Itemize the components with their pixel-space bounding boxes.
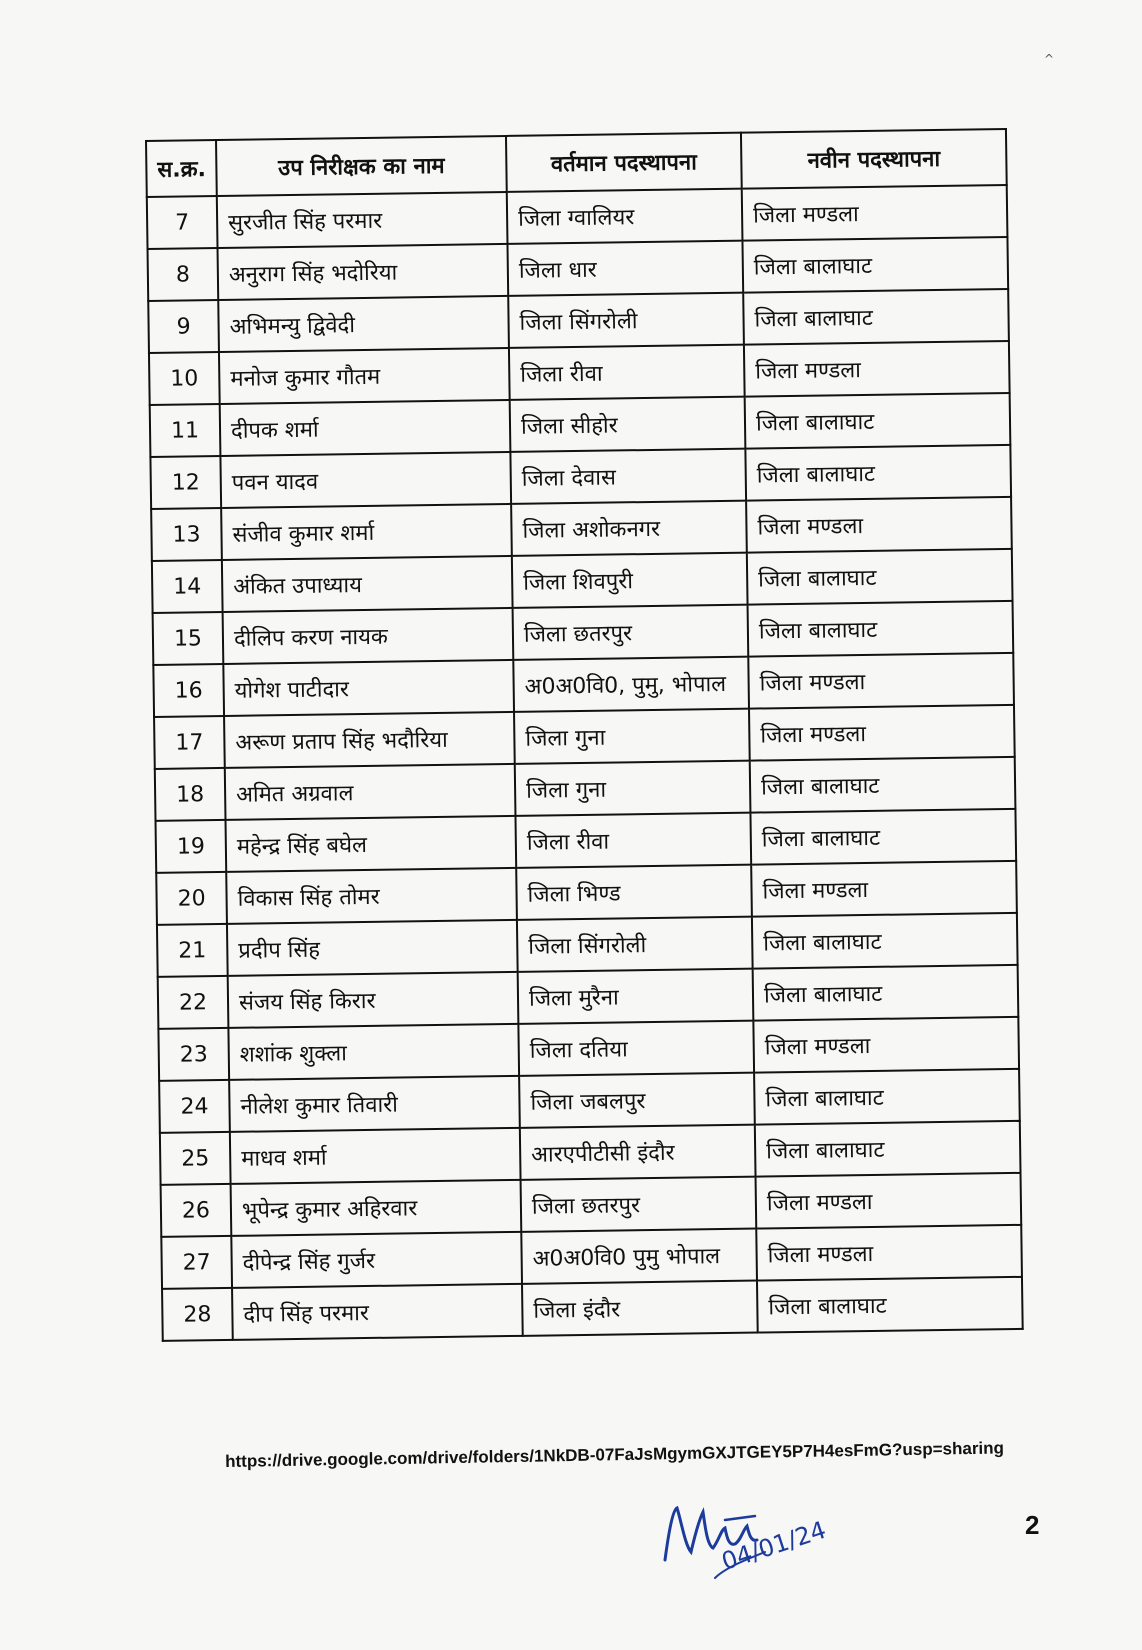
cell-sno: 16	[153, 664, 224, 717]
cell-current-posting: जिला सिंगरोली	[508, 293, 744, 348]
cell-name: अनुराग सिंह भदोरिया	[218, 244, 509, 300]
cell-current-posting: जिला इंदौर	[522, 1281, 758, 1336]
cell-name: दीपेन्द्र सिंह गुर्जर	[231, 1232, 522, 1288]
cell-current-posting: जिला भिण्ड	[516, 865, 752, 920]
cell-name: संजय सिंह किरार	[228, 972, 519, 1028]
cell-name: दीपक शर्मा	[220, 400, 511, 456]
cell-name: अभिमन्यु द्विवेदी	[218, 296, 509, 352]
cell-name: प्रदीप सिंह	[227, 920, 518, 976]
cell-current-posting: जिला अशोकनगर	[511, 501, 747, 556]
cell-new-posting: जिला मण्डला	[742, 185, 1008, 241]
svg-text:04/01/24: 04/01/24	[718, 1515, 830, 1576]
cell-new-posting: जिला बालाघाट	[745, 445, 1011, 501]
cell-current-posting: जिला देवास	[510, 449, 746, 504]
cell-name: महेन्द्र सिंह बघेल	[226, 816, 517, 872]
transfer-table-container	[145, 128, 1022, 1342]
cell-current-posting: जिला सीहोर	[510, 397, 746, 452]
cell-new-posting: जिला मण्डला	[751, 861, 1017, 917]
cell-sno: 13	[151, 508, 222, 561]
header-sno: स.क्र.	[146, 140, 217, 197]
cell-name: संजीव कुमार शर्मा	[221, 504, 512, 560]
cell-sno: 17	[154, 716, 225, 769]
cell-current-posting: अ0अ0वि0 पुमु भोपाल	[521, 1229, 757, 1284]
header-new-posting: नवीन पदस्थापना	[741, 129, 1007, 189]
cell-current-posting: जिला ग्वालियर	[507, 189, 743, 244]
cell-sno: 18	[155, 768, 226, 821]
cell-sno: 8	[148, 248, 219, 301]
cell-new-posting: जिला मण्डला	[756, 1225, 1022, 1281]
cell-sno: 27	[161, 1236, 232, 1289]
cell-sno: 25	[160, 1132, 231, 1185]
cell-current-posting: जिला जबलपुर	[519, 1073, 755, 1128]
cell-sno: 14	[152, 560, 223, 613]
cell-current-posting: आरएपीटीसी इंदौर	[520, 1125, 756, 1180]
cell-sno: 11	[150, 404, 221, 457]
cell-sno: 10	[149, 352, 220, 405]
cell-sno: 12	[150, 456, 221, 509]
cell-new-posting: जिला बालाघाट	[748, 601, 1014, 657]
cell-new-posting: जिला बालाघाट	[750, 757, 1016, 813]
cell-new-posting: जिला बालाघाट	[743, 289, 1009, 345]
cell-name: माधव शर्मा	[230, 1128, 521, 1184]
cell-new-posting: जिला बालाघाट	[742, 237, 1008, 293]
cell-sno: 23	[158, 1028, 229, 1081]
cell-name: अमित अग्रवाल	[225, 764, 516, 820]
cell-new-posting: जिला मण्डला	[746, 497, 1012, 553]
cell-current-posting: जिला सिंगरोली	[517, 917, 753, 972]
cell-sno: 20	[156, 872, 227, 925]
cell-sno: 15	[153, 612, 224, 665]
cell-sno: 9	[148, 300, 219, 353]
cell-name: पवन यादव	[220, 452, 511, 508]
cell-new-posting: जिला मण्डला	[744, 341, 1010, 397]
cell-name: नीलेश कुमार तिवारी	[229, 1076, 520, 1132]
handwritten-signature	[655, 1490, 855, 1580]
transfer-table	[145, 128, 1024, 1342]
cell-name: अरूण प्रताप सिंह भदौरिया	[224, 712, 515, 768]
cell-current-posting: जिला छतरपुर	[513, 605, 749, 660]
cell-sno: 24	[159, 1080, 230, 1133]
cell-sno: 7	[147, 196, 218, 249]
cell-sno: 26	[161, 1184, 232, 1237]
cell-name: दीलिप करण नायक	[223, 608, 514, 664]
cell-sno: 21	[157, 924, 228, 977]
cell-current-posting: जिला छतरपुर	[521, 1177, 757, 1232]
cell-name: अंकित उपाध्याय	[222, 556, 513, 612]
header-current-posting: वर्तमान पदस्थापना	[506, 133, 742, 192]
cell-sno: 22	[158, 976, 229, 1029]
cell-new-posting: जिला मण्डला	[749, 705, 1015, 761]
cell-current-posting: जिला मुरैना	[518, 969, 754, 1024]
cell-current-posting: अ0अ0वि0, पुमु, भोपाल	[513, 657, 749, 712]
cell-new-posting: जिला बालाघाट	[745, 393, 1011, 449]
table-body	[147, 185, 1023, 1341]
cell-new-posting: जिला मण्डला	[748, 653, 1014, 709]
cell-sno: 19	[156, 820, 227, 873]
cell-new-posting: जिला बालाघाट	[755, 1121, 1021, 1177]
drive-link: https://drive.google.com/drive/folders/1NkDB-07FaJsMgymGXJTGEY5P7H4esFmG?usp=sharing	[225, 1438, 1005, 1471]
cell-name: दीप सिंह परमार	[232, 1284, 523, 1340]
cell-sno: 28	[162, 1288, 233, 1341]
cell-current-posting: जिला शिवपुरी	[512, 553, 748, 608]
cell-name: सुरजीत सिंह परमार	[217, 192, 508, 248]
header-name: उप निरीक्षक का नाम	[216, 136, 507, 196]
cell-new-posting: जिला बालाघाट	[754, 1069, 1020, 1125]
cell-new-posting: जिला बालाघाट	[752, 913, 1018, 969]
cell-current-posting: जिला रीवा	[509, 345, 745, 400]
cell-name: योगेश पाटीदार	[223, 660, 514, 716]
cell-name: विकास सिंह तोमर	[226, 868, 517, 924]
cell-new-posting: जिला बालाघाट	[753, 965, 1019, 1021]
cell-new-posting: जिला बालाघाट	[747, 549, 1013, 605]
cell-current-posting: जिला दतिया	[518, 1021, 754, 1076]
cell-current-posting: जिला धार	[507, 241, 743, 296]
cell-name: भूपेन्द्र कुमार अहिरवार	[231, 1180, 522, 1236]
table-row	[162, 1277, 1023, 1341]
cell-new-posting: जिला बालाघाट	[757, 1277, 1023, 1333]
cell-current-posting: जिला गुना	[515, 761, 751, 816]
cell-name: शशांक शुक्ला	[228, 1024, 519, 1080]
page-number: 2	[1025, 1510, 1040, 1540]
cell-new-posting: जिला बालाघाट	[750, 809, 1016, 865]
cell-current-posting: जिला रीवा	[515, 813, 751, 868]
cell-new-posting: जिला मण्डला	[753, 1017, 1019, 1073]
corner-mark: ^	[1043, 52, 1054, 66]
cell-current-posting: जिला गुना	[514, 709, 750, 764]
cell-new-posting: जिला मण्डला	[756, 1173, 1022, 1229]
cell-name: मनोज कुमार गौतम	[219, 348, 510, 404]
